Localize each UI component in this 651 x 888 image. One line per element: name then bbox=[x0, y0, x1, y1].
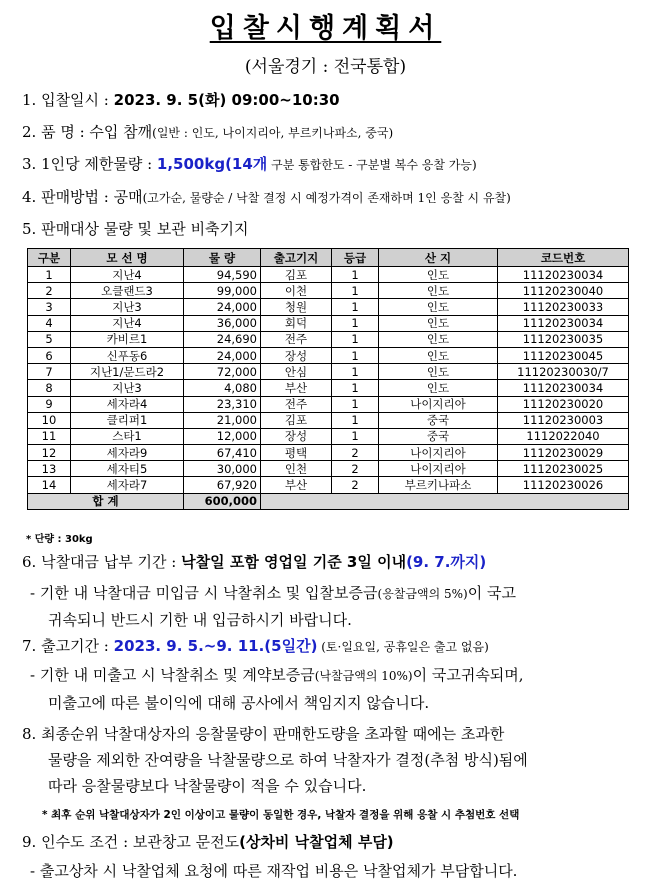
table-cell: 1 bbox=[332, 412, 379, 428]
section-7-heading: 7. 출고기간 : 2023. 9. 5.~9. 11.(5일간) (토·일요일, 공휴일은 출고 없음) bbox=[22, 637, 489, 655]
table-cell: 나이지리아 bbox=[379, 461, 498, 477]
table-cell: 36,000 bbox=[184, 315, 261, 331]
header-cell: 구분 bbox=[28, 249, 71, 267]
item-limit-quantity: 3. 1인당 제한물량 : 1,500kg(14개 구분 통합한도 - 구분별 복수 응찰 가능) bbox=[22, 155, 477, 173]
table-cell: 1 bbox=[332, 283, 379, 299]
table-cell: 지난1/문드라2 bbox=[71, 364, 184, 380]
table-cell: 2 bbox=[332, 461, 379, 477]
table-cell: 11120230025 bbox=[498, 461, 629, 477]
table-cell: 14 bbox=[28, 477, 71, 493]
table-cell: 30,000 bbox=[184, 461, 261, 477]
table-total-row bbox=[28, 493, 629, 509]
table-cell: 11120230034 bbox=[498, 315, 629, 331]
table-cell: 세자라4 bbox=[71, 396, 184, 412]
table-cell: 오클랜드3 bbox=[71, 283, 184, 299]
table-cell: 8 bbox=[28, 380, 71, 396]
table-row bbox=[28, 364, 629, 380]
table-cell: 클리퍼1 bbox=[71, 412, 184, 428]
header-cell: 모 선 명 bbox=[71, 249, 184, 267]
table-cell: 7 bbox=[28, 364, 71, 380]
table-cell: 24,000 bbox=[184, 299, 261, 315]
item-bid-datetime: 1. 입찰일시 : 2023. 9. 5(화) 09:00~10:30 bbox=[22, 91, 340, 109]
table-cell: 1 bbox=[332, 299, 379, 315]
unit-note: * 단량 : 30kg bbox=[26, 534, 93, 545]
table-cell: 2 bbox=[28, 283, 71, 299]
total-value: 600,000 bbox=[184, 493, 261, 509]
table-cell: 24,690 bbox=[184, 331, 261, 347]
header-cell: 코드번호 bbox=[498, 249, 629, 267]
table-cell: 세자라7 bbox=[71, 477, 184, 493]
table-cell: 평택 bbox=[261, 445, 332, 461]
table-cell: 9 bbox=[28, 396, 71, 412]
table-cell: 3 bbox=[28, 299, 71, 315]
table-cell: 인도 bbox=[379, 331, 498, 347]
table-cell: 이천 bbox=[261, 283, 332, 299]
table-cell: 김포 bbox=[261, 267, 332, 283]
section-7-line-2: 미출고에 따른 불이익에 대해 공사에서 책임지지 않습니다. bbox=[48, 694, 430, 712]
table-row bbox=[28, 445, 629, 461]
table-cell: 11120230033 bbox=[498, 299, 629, 315]
table-cell: 1 bbox=[28, 267, 71, 283]
table-row bbox=[28, 283, 629, 299]
table-cell: 부산 bbox=[261, 380, 332, 396]
table-cell: 안심 bbox=[261, 364, 332, 380]
section-6-heading: 6. 낙찰대금 납부 기간 : 낙찰일 포함 영업일 기준 3일 이내(9. 7.까지) bbox=[22, 553, 487, 571]
table-cell: 1 bbox=[332, 428, 379, 444]
table-row bbox=[28, 315, 629, 331]
table-cell: 72,000 bbox=[184, 364, 261, 380]
table-cell: 11120230020 bbox=[498, 396, 629, 412]
table-cell: 전주 bbox=[261, 331, 332, 347]
table-cell: 전주 bbox=[261, 396, 332, 412]
table-cell: 청원 bbox=[261, 299, 332, 315]
table-cell: 11120230035 bbox=[498, 331, 629, 347]
table-cell: 11120230034 bbox=[498, 267, 629, 283]
table-cell: 2 bbox=[332, 477, 379, 493]
item-sale-target: 5. 판매대상 물량 및 보관 비축기지 bbox=[22, 220, 249, 238]
table-cell: 11120230030/7 bbox=[498, 364, 629, 380]
table-cell: 1 bbox=[332, 364, 379, 380]
section-9-heading: 9. 인수도 조건 : 보관창고 문전도(상차비 낙찰업체 부담) bbox=[22, 833, 394, 851]
table-cell: 13 bbox=[28, 461, 71, 477]
table-cell: 4,080 bbox=[184, 380, 261, 396]
table-cell: 1 bbox=[332, 380, 379, 396]
table-cell: 신푸동6 bbox=[71, 347, 184, 363]
table-cell: 회덕 bbox=[261, 315, 332, 331]
table-row bbox=[28, 477, 629, 493]
table-cell: 94,590 bbox=[184, 267, 261, 283]
table-cell: 12,000 bbox=[184, 428, 261, 444]
table-cell: 1 bbox=[332, 267, 379, 283]
total-label: 합 계 bbox=[28, 493, 184, 509]
table-cell: 1 bbox=[332, 331, 379, 347]
table-cell: 인도 bbox=[379, 364, 498, 380]
table-cell: 나이지리아 bbox=[379, 445, 498, 461]
table-row bbox=[28, 267, 629, 283]
table-cell: 인도 bbox=[379, 299, 498, 315]
table-cell: 스타1 bbox=[71, 428, 184, 444]
table-cell: 김포 bbox=[261, 412, 332, 428]
table-cell: 장성 bbox=[261, 428, 332, 444]
table-cell: 11 bbox=[28, 428, 71, 444]
section-6-line-1: - 기한 내 낙찰대금 미입금 시 낙찰취소 및 입찰보증금(응찰금액의 5%)이 국고 bbox=[30, 584, 516, 602]
table-cell: 중국 bbox=[379, 428, 498, 444]
table-row bbox=[28, 396, 629, 412]
table-cell: 인도 bbox=[379, 315, 498, 331]
header-cell: 산 지 bbox=[379, 249, 498, 267]
table-cell: 5 bbox=[28, 331, 71, 347]
section-7-line-1: - 기한 내 미출고 시 낙찰취소 및 계약보증금(낙찰금액의 10%)이 국고귀속되며, bbox=[30, 666, 524, 684]
table-cell: 인도 bbox=[379, 380, 498, 396]
table-cell: 부르키나파소 bbox=[379, 477, 498, 493]
table-cell: 21,000 bbox=[184, 412, 261, 428]
table-cell: 4 bbox=[28, 315, 71, 331]
table-cell: 지난4 bbox=[71, 315, 184, 331]
table-cell: 11120230040 bbox=[498, 283, 629, 299]
header-cell: 등급 bbox=[332, 249, 379, 267]
header-cell: 출고기지 bbox=[261, 249, 332, 267]
document-subtitle: (서울경기 : 전국통합) bbox=[244, 57, 407, 77]
table-cell: 인천 bbox=[261, 461, 332, 477]
table-cell: 1 bbox=[332, 396, 379, 412]
table-cell: 1 bbox=[332, 315, 379, 331]
sale-target-table bbox=[27, 248, 629, 510]
table-row bbox=[28, 299, 629, 315]
document-title: 입찰시행계획서 bbox=[209, 13, 442, 44]
section-6-line-2: 귀속되니 반드시 기한 내 입금하시기 바랍니다. bbox=[48, 611, 352, 629]
table-row bbox=[28, 428, 629, 444]
table-cell: 세자라9 bbox=[71, 445, 184, 461]
table-cell: 11120230029 bbox=[498, 445, 629, 461]
table-cell: 1 bbox=[332, 347, 379, 363]
item-sale-method: 4. 판매방법 : 공매(고가순, 물량순 / 낙찰 결정 시 예정가격이 존재하며 1인 응찰 시 유찰) bbox=[22, 188, 511, 206]
table-cell: 카비르1 bbox=[71, 331, 184, 347]
table-cell: 인도 bbox=[379, 283, 498, 299]
table-cell: 지난3 bbox=[71, 380, 184, 396]
table-cell: 1112022040 bbox=[498, 428, 629, 444]
table-cell: 6 bbox=[28, 347, 71, 363]
table-cell: 인도 bbox=[379, 347, 498, 363]
table-row bbox=[28, 412, 629, 428]
table-cell: 12 bbox=[28, 445, 71, 461]
table-cell: 지난4 bbox=[71, 267, 184, 283]
table-cell: 세자티5 bbox=[71, 461, 184, 477]
table-cell: 23,310 bbox=[184, 396, 261, 412]
table-cell: 지난3 bbox=[71, 299, 184, 315]
table-cell: 11120230003 bbox=[498, 412, 629, 428]
table-cell: 나이지리아 bbox=[379, 396, 498, 412]
table-cell: 중국 bbox=[379, 412, 498, 428]
table-row bbox=[28, 347, 629, 363]
table-row bbox=[28, 331, 629, 347]
item-product-name: 2. 품 명 : 수입 참깨(일반 : 인도, 나이지리아, 부르키나파소, 중국) bbox=[22, 123, 394, 141]
table-cell: 11120230026 bbox=[498, 477, 629, 493]
table-cell: 11120230034 bbox=[498, 380, 629, 396]
table-row bbox=[28, 380, 629, 396]
table-cell: 24,000 bbox=[184, 347, 261, 363]
table-header-row bbox=[28, 249, 629, 267]
table-row bbox=[28, 461, 629, 477]
total-blank bbox=[261, 493, 629, 509]
section-8-line-1: 8. 최종순위 낙찰대상자의 응찰물량이 판매한도량을 초과할 때에는 초과한 bbox=[22, 725, 505, 743]
table-cell: 장성 bbox=[261, 347, 332, 363]
section-8-line-2: 물량을 제외한 잔여량을 낙찰물량으로 하여 낙찰자가 결정(추첨 방식)됨에 bbox=[48, 751, 528, 769]
table-cell: 10 bbox=[28, 412, 71, 428]
section-8-line-3: 따라 응찰물량보다 낙찰물량이 적을 수 있습니다. bbox=[48, 777, 367, 795]
table-cell: 99,000 bbox=[184, 283, 261, 299]
table-cell: 부산 bbox=[261, 477, 332, 493]
header-cell: 물 량 bbox=[184, 249, 261, 267]
table-cell: 67,410 bbox=[184, 445, 261, 461]
section-9-line-1: - 출고상차 시 낙찰업체 요청에 따른 재작업 비용은 낙찰업체가 부담합니다. bbox=[30, 862, 518, 880]
table-cell: 2 bbox=[332, 445, 379, 461]
table-cell: 11120230045 bbox=[498, 347, 629, 363]
section-8-note: * 최후 순위 낙찰대상자가 2인 이상이고 물량이 동일한 경우, 낙찰자 결정을 위해 응찰 시 추첨번호 선택 bbox=[42, 809, 520, 821]
table-cell: 67,920 bbox=[184, 477, 261, 493]
table-cell: 인도 bbox=[379, 267, 498, 283]
